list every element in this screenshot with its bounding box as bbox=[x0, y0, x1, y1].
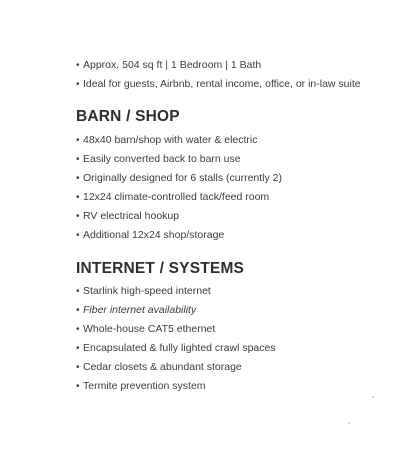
list-item bbox=[76, 282, 276, 301]
list-item-text: Encapsulated & fully lighted crawl spaces bbox=[83, 342, 276, 354]
bullet-icon: • bbox=[76, 192, 80, 203]
list-item-text: 12x24 climate-controlled tack/feed room bbox=[83, 191, 270, 203]
bullet-icon: • bbox=[76, 324, 80, 335]
list-item-text: 48x40 barn/shop with water & electric bbox=[83, 134, 258, 146]
barn-list bbox=[76, 131, 282, 245]
list-item bbox=[76, 169, 282, 188]
list-item bbox=[76, 188, 282, 207]
list-item bbox=[76, 377, 276, 396]
list-item-text: RV electrical hookup bbox=[83, 210, 180, 222]
list-item-text: Starlink high-speed internet bbox=[83, 285, 211, 297]
bullet-icon: • bbox=[76, 60, 80, 71]
bullet-icon: • bbox=[76, 362, 80, 373]
scan-speck bbox=[372, 396, 374, 398]
list-item-text: Approx. 504 sq ft | 1 Bedroom | 1 Bath bbox=[83, 59, 262, 71]
list-item bbox=[76, 301, 276, 320]
list-item-text: Cedar closets & abundant storage bbox=[83, 361, 242, 373]
scan-speck bbox=[348, 422, 350, 424]
intro-list bbox=[76, 56, 361, 94]
list-item bbox=[76, 150, 282, 169]
list-item-text: Easily converted back to barn use bbox=[83, 153, 241, 165]
list-item bbox=[76, 320, 276, 339]
bullet-icon: • bbox=[76, 79, 80, 90]
bullet-icon: • bbox=[76, 211, 80, 222]
list-item bbox=[76, 131, 282, 150]
bullet-icon: • bbox=[76, 173, 80, 184]
internet-list bbox=[76, 282, 276, 396]
bullet-icon: • bbox=[76, 230, 80, 241]
list-item bbox=[76, 56, 361, 75]
section-heading-internet: INTERNET / SYSTEMS bbox=[76, 260, 245, 277]
list-item bbox=[76, 339, 276, 358]
list-item-text: Originally designed for 6 stalls (currently 2) bbox=[83, 172, 282, 184]
list-item bbox=[76, 75, 361, 94]
list-item-text: Whole-house CAT5 ethernet bbox=[83, 323, 216, 335]
list-item-text: Termite prevention system bbox=[83, 380, 206, 392]
bullet-icon: • bbox=[76, 343, 80, 354]
list-item bbox=[76, 358, 276, 377]
section-heading-barn: BARN / SHOP bbox=[76, 108, 180, 125]
list-item-text: Additional 12x24 shop/storage bbox=[83, 229, 225, 241]
bullet-icon: • bbox=[76, 381, 80, 392]
list-item-text: Ideal for guests, Airbnb, rental income, office, or in-law suite bbox=[83, 78, 361, 90]
list-item bbox=[76, 207, 282, 226]
bullet-icon: • bbox=[76, 135, 80, 146]
bullet-icon: • bbox=[76, 305, 80, 316]
bullet-icon: • bbox=[76, 286, 80, 297]
list-item-text: Fiber internet availability bbox=[83, 304, 197, 316]
list-item bbox=[76, 226, 282, 245]
bullet-icon: • bbox=[76, 154, 80, 165]
